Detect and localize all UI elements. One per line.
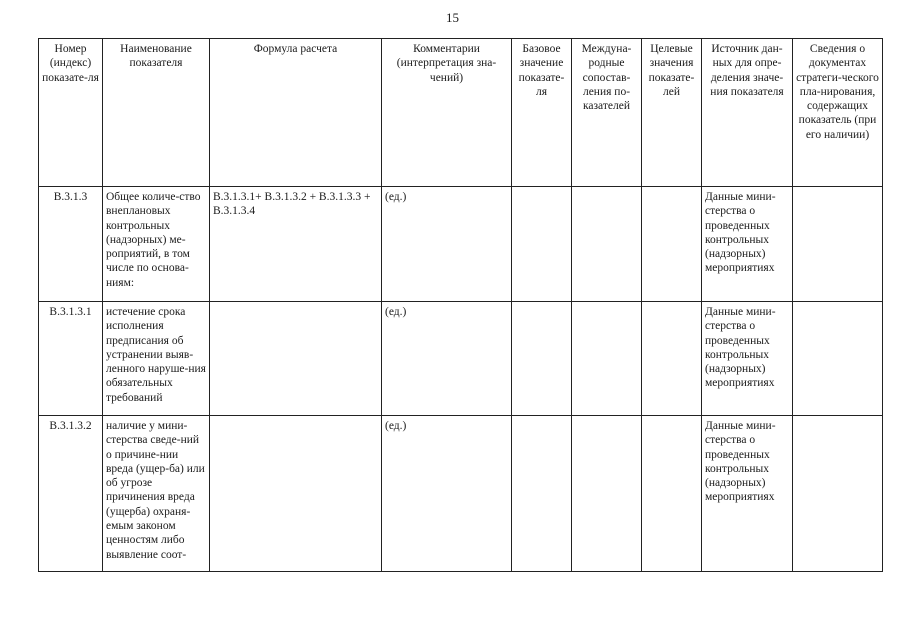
header-formula: Формула расчета (210, 39, 382, 187)
row-code: В.3.1.3.2 (39, 416, 103, 572)
row-docs (793, 416, 883, 572)
row-docs (793, 187, 883, 302)
row-source: Данные мини-стерства о проведенных контрольных (надзорных) мероприятиях (702, 416, 793, 572)
row-code: В.3.1.3 (39, 187, 103, 302)
header-strategic-docs: Сведения о документах стратеги-ческого пла-нирования, содержащих показатель (при его наличии) (793, 39, 883, 187)
table-row (39, 416, 883, 572)
row-comment: (ед.) (382, 302, 512, 416)
header-base-value: Базовое значение показате-ля (512, 39, 572, 187)
row-comment: (ед.) (382, 187, 512, 302)
row-formula: В.3.1.3.1+ В.3.1.3.2 + В.3.1.3.3 + В.3.1.3.4 (210, 187, 382, 302)
row-base (512, 416, 572, 572)
row-formula (210, 302, 382, 416)
row-source: Данные мини-стерства о проведенных контрольных (надзорных) мероприятиях (702, 187, 793, 302)
row-base (512, 302, 572, 416)
header-international: Междуна-родные сопостав-ления по-казателей (572, 39, 642, 187)
row-name: наличие у мини-стерства сведе-ний о причине-нии вреда (ущер-ба) или об угрозе причинения вреда (ущерба) охраня-емым законом ценностям либо выявление соот- (103, 416, 210, 572)
table-header-row (39, 39, 883, 187)
row-docs (793, 302, 883, 416)
row-target (642, 302, 702, 416)
header-index: Номер (индекс) показате-ля (39, 39, 103, 187)
header-target-values: Целевые значения показате-лей (642, 39, 702, 187)
row-name: истечение срока исполнения предписания об устранении выяв-ленного наруше-ния обязательных требований (103, 302, 210, 416)
row-comment: (ед.) (382, 416, 512, 572)
table-row (39, 302, 883, 416)
page-number: 15 (446, 10, 459, 25)
row-target (642, 416, 702, 572)
row-intl (572, 416, 642, 572)
row-code: В.3.1.3.1 (39, 302, 103, 416)
row-intl (572, 187, 642, 302)
row-source: Данные мини-стерства о проведенных контрольных (надзорных) мероприятиях (702, 302, 793, 416)
row-target (642, 187, 702, 302)
row-name: Общее количе-ство внеплановых контрольных (надзорных) ме-роприятий, в том числе по основа-ниям: (103, 187, 210, 302)
header-data-source: Источник дан-ных для опре-деления значе-ния показателя (702, 39, 793, 187)
header-comment: Комментарии (интерпретация зна-чений) (382, 39, 512, 187)
row-intl (572, 302, 642, 416)
header-name: Наименование показателя (103, 39, 210, 187)
row-base (512, 187, 572, 302)
row-formula (210, 416, 382, 572)
indicators-table (38, 38, 883, 572)
table-row (39, 187, 883, 302)
